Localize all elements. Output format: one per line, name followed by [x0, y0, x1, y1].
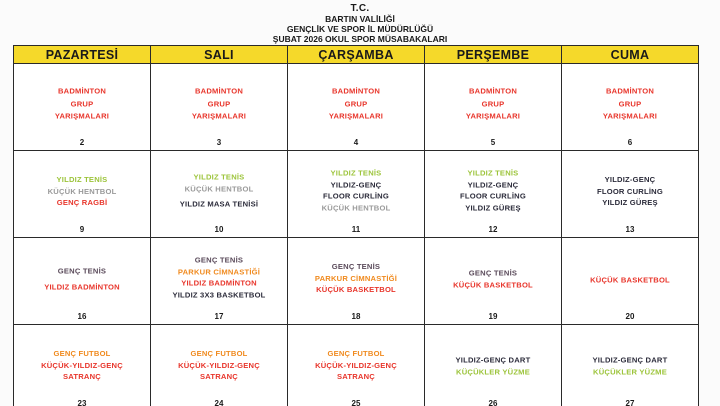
event-item: BADMİNTON [468, 86, 518, 96]
event-item: BADMİNTON [57, 86, 107, 96]
calendar-week-row [14, 325, 699, 406]
calendar-day-cell [288, 325, 425, 406]
event-list [288, 85, 424, 123]
calendar-day-cell [562, 238, 699, 325]
calendar-week-row [14, 238, 699, 325]
event-item: SATRANÇ [337, 371, 375, 381]
event-item: GRUP [618, 98, 642, 108]
day-cell-content [14, 151, 150, 237]
calendar-body [14, 64, 699, 406]
event-item: YARIŞMALARI [328, 111, 384, 121]
weekday-header-friday: CUMA [562, 46, 699, 64]
day-number: 24 [214, 399, 224, 406]
day-cell-content [14, 238, 150, 324]
event-item: GRUP [481, 98, 505, 108]
calendar-day-cell [151, 64, 288, 151]
event-item: GRUP [207, 98, 231, 108]
event-list [14, 85, 150, 123]
weekday-header-monday: PAZARTESİ [14, 46, 151, 64]
event-item: YILDIZ TENİS [330, 168, 382, 178]
event-item: KÜÇÜK-YILDIZ-GENÇ [178, 360, 260, 370]
event-item: YILDIZ 3X3 BASKETBOL [172, 289, 266, 299]
event-item: KÜÇÜK-YILDIZ-GENÇ [41, 360, 123, 370]
event-item: YILDIZ TENİS [56, 174, 108, 184]
event-item: YILDIZ-GENÇ [604, 174, 656, 184]
header-line-directorate: GENÇLİK VE SPOR İL MÜDÜRLÜĞÜ [286, 24, 434, 34]
header-line-tc: T.C. [350, 3, 370, 14]
day-number: 23 [77, 399, 87, 406]
event-list [288, 167, 424, 213]
calendar-day-cell [151, 325, 288, 406]
day-number: 9 [79, 225, 85, 234]
day-number: 3 [216, 138, 222, 147]
day-cell-content [425, 238, 561, 324]
calendar-day-cell [14, 238, 151, 325]
event-item: YILDIZ-GENÇ [467, 179, 519, 189]
event-item: YILDIZ-GENÇ DART [592, 355, 668, 365]
event-item: KÜÇÜK BASKETBOL [590, 275, 670, 285]
event-item: FLOOR CURLİNG [460, 191, 526, 201]
event-list [14, 265, 150, 292]
day-number: 11 [351, 225, 361, 234]
calendar-day-cell [425, 64, 562, 151]
event-item: YARIŞMALARI [602, 111, 658, 121]
day-cell-content [425, 325, 561, 406]
event-item: BADMİNTON [194, 86, 244, 96]
calendar-day-cell [425, 151, 562, 238]
event-item: GENÇ RAGBİ [56, 197, 108, 207]
event-item: PARKUR CİMNASTİĞİ [314, 273, 398, 283]
calendar-day-cell [562, 151, 699, 238]
day-cell-content [288, 64, 424, 150]
day-number: 18 [351, 312, 361, 321]
event-item: FLOOR CURLİNG [597, 186, 663, 196]
event-item: SATRANÇ [63, 371, 101, 381]
event-item: KÜÇÜK HENTBOL [47, 186, 117, 196]
day-number: 6 [627, 138, 633, 147]
event-item: BADMİNTON [605, 86, 655, 96]
day-number: 2 [79, 138, 85, 147]
day-cell-content [151, 238, 287, 324]
day-number: 20 [625, 312, 635, 321]
event-list [562, 85, 698, 123]
calendar-day-cell [151, 238, 288, 325]
event-item: KÜÇÜK HENTBOL [321, 202, 391, 212]
event-list [151, 85, 287, 123]
event-item: KÜÇÜKLER YÜZME [456, 367, 530, 377]
day-cell-content [562, 151, 698, 237]
event-item: YARIŞMALARI [54, 111, 110, 121]
event-list [151, 172, 287, 211]
day-cell-content [562, 238, 698, 324]
event-item: YILDIZ BADMİNTON [181, 278, 257, 288]
day-cell-content [14, 325, 150, 406]
day-cell-content [288, 238, 424, 324]
day-number: 5 [490, 138, 496, 147]
day-cell-content [288, 325, 424, 406]
header-line-governorship: BARTIN VALİLİĞİ [325, 14, 395, 24]
calendar-day-cell [14, 64, 151, 151]
event-item: GRUP [70, 98, 94, 108]
day-number: 16 [77, 312, 87, 321]
calendar-day-cell [288, 238, 425, 325]
event-item: YARIŞMALARI [191, 111, 247, 121]
day-number: 4 [353, 138, 359, 147]
event-item: GENÇ TENİS [331, 261, 381, 271]
day-cell-content [562, 64, 698, 150]
calendar-day-cell [151, 151, 288, 238]
day-cell-content [151, 325, 287, 406]
event-list [14, 174, 150, 208]
event-item: KÜÇÜK HENTBOL [184, 184, 254, 194]
calendar-day-cell [288, 64, 425, 151]
day-cell-content [151, 151, 287, 237]
event-list [14, 348, 150, 383]
weekday-header-thursday: PERŞEMBE [425, 46, 562, 64]
event-item: GENÇ FUTBOL [327, 348, 385, 358]
event-item: YILDIZ GÜREŞ [602, 197, 658, 207]
event-item: KÜÇÜK BASKETBOL [453, 280, 533, 290]
event-item: SATRANÇ [200, 371, 238, 381]
weekday-header-tuesday: SALI [151, 46, 288, 64]
event-item: GENÇ TENİS [57, 266, 107, 276]
event-list [562, 274, 698, 286]
event-list [288, 261, 424, 296]
day-number: 10 [214, 225, 224, 234]
day-number: 13 [625, 225, 635, 234]
day-cell-content [425, 151, 561, 237]
day-number: 19 [488, 312, 498, 321]
weekday-header-row [14, 46, 699, 64]
header-line-title: ŞUBAT 2026 OKUL SPOR MÜSABAKALARI [272, 34, 448, 44]
event-list [425, 355, 561, 378]
event-item: YARIŞMALARI [465, 111, 521, 121]
event-list [425, 167, 561, 213]
day-cell-content [562, 325, 698, 406]
event-list [562, 174, 698, 208]
event-list [151, 348, 287, 383]
event-item: YILDIZ MASA TENİSİ [179, 199, 259, 209]
event-item: YILDIZ GÜREŞ [465, 202, 521, 212]
event-item: BADMİNTON [331, 86, 381, 96]
day-number: 27 [625, 399, 635, 406]
event-item: YILDIZ-GENÇ [330, 179, 382, 189]
day-number: 12 [488, 225, 498, 234]
calendar-day-cell [562, 64, 699, 151]
event-item: GENÇ FUTBOL [53, 348, 111, 358]
event-item: GRUP [344, 98, 368, 108]
event-item: KÜÇÜK-YILDIZ-GENÇ [315, 360, 397, 370]
event-list [151, 254, 287, 300]
day-cell-content [425, 64, 561, 150]
event-item: YILDIZ TENİS [193, 172, 245, 182]
day-number: 17 [214, 312, 224, 321]
event-list [288, 348, 424, 383]
event-item: GENÇ TENİS [468, 268, 518, 278]
event-item: KÜÇÜK BASKETBOL [316, 284, 396, 294]
calendar-week-row [14, 151, 699, 238]
day-cell-content [288, 151, 424, 237]
event-item: KÜÇÜKLER YÜZME [593, 367, 667, 377]
event-item: FLOOR CURLİNG [323, 191, 389, 201]
event-list [562, 355, 698, 378]
calendar-table [13, 45, 699, 406]
calendar-day-cell [14, 325, 151, 406]
calendar-day-cell [562, 325, 699, 406]
calendar-day-cell [14, 151, 151, 238]
event-item: YILDIZ BADMİNTON [44, 281, 120, 291]
weekday-header-wednesday: ÇARŞAMBA [288, 46, 425, 64]
event-item: PARKUR CİMNASTİĞİ [177, 266, 261, 276]
day-number: 25 [351, 399, 361, 406]
event-item: GENÇ FUTBOL [190, 348, 248, 358]
event-list [425, 85, 561, 123]
day-cell-content [14, 64, 150, 150]
day-number: 26 [488, 399, 498, 406]
event-item: GENÇ TENİS [194, 255, 244, 265]
calendar-day-cell [288, 151, 425, 238]
calendar-day-cell [425, 238, 562, 325]
event-item: YILDIZ-GENÇ DART [455, 355, 531, 365]
event-list [425, 268, 561, 291]
calendar-day-cell [425, 325, 562, 406]
calendar-week-row [14, 64, 699, 151]
event-item: YILDIZ TENİS [467, 168, 519, 178]
day-cell-content [151, 64, 287, 150]
